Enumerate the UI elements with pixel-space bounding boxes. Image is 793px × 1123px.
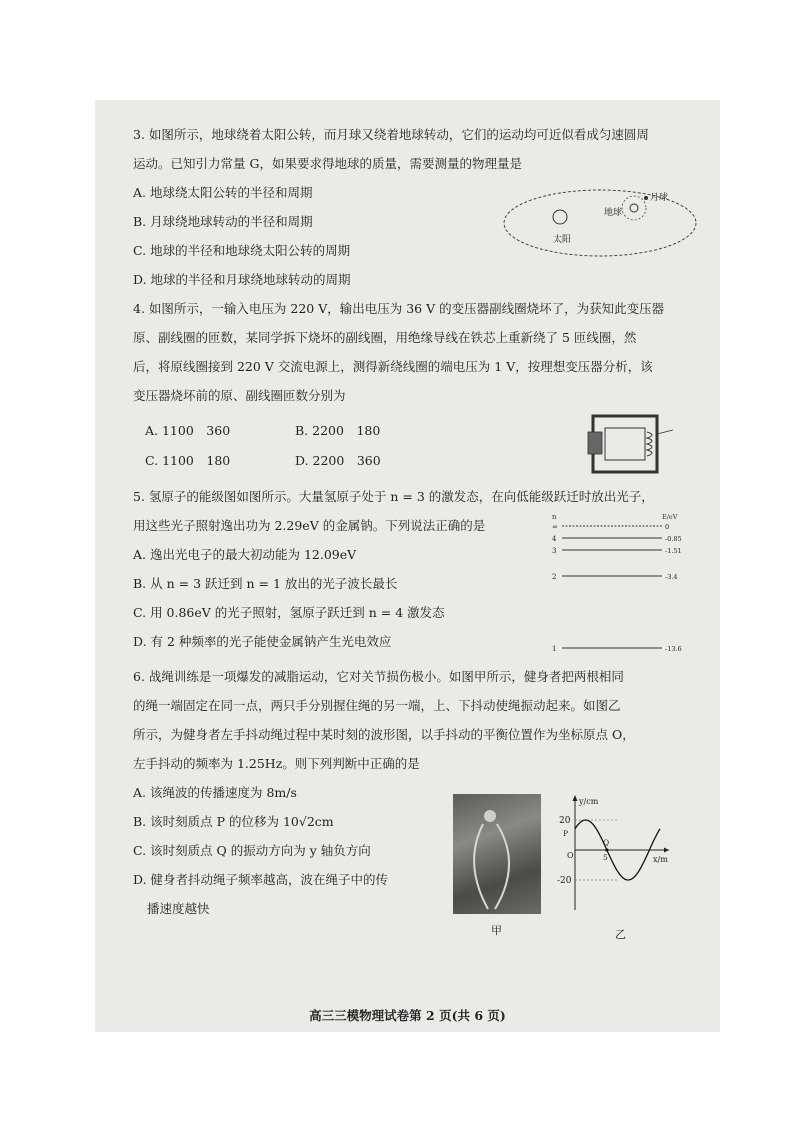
q3-stem-line-1: 3. 如图所示，地球绕着太阳公转，而月球又绕着地球转动，它们的运动均可近似看成匀速圆周 (133, 127, 649, 142)
earth-icon (630, 204, 638, 212)
q-label: Q (603, 838, 610, 847)
energy-level-value: -3.4 (665, 573, 678, 581)
q6-option-d: D. 健身者抖动绳子频率越高，波在绳子中的传 (133, 872, 389, 887)
q5-option-d: D. 有 2 种频率的光子能使金属钠产生光电效应 (133, 634, 392, 649)
q4-line-4: 变压器烧坏前的原、副线圈匝数分别为 (133, 388, 346, 403)
rope-right (495, 824, 509, 909)
q3-option-a: A. 地球绕太阳公转的半径和周期 (133, 185, 313, 200)
q4-option-a: A. 1100 360 (145, 423, 231, 438)
wave-graph (559, 792, 673, 920)
x-tick-label: 5 (603, 853, 608, 862)
p-label: P (563, 829, 569, 838)
page-footer: 高三三模物理试卷第 2 页(共 6 页) (309, 1008, 506, 1023)
moon-icon (644, 196, 648, 200)
q4-option-b: B. 2200 180 (295, 423, 381, 438)
energy-level-n: 2 (552, 573, 557, 581)
q5-line-2: 用这些光子照射逸出功为 2.29eV 的金属钠。下列说法正确的是 (133, 518, 486, 533)
moon-orbit (622, 196, 646, 220)
orbit-figure (500, 184, 700, 262)
q4-line-3: 后，将原线圈接到 220 V 交流电源上，测得新绕线圈的端电压为 1 V，按理想变压器分析，该 (133, 359, 653, 374)
q6-line-3: 所示，为健身者左手抖动绳过程中某时刻的波形图，以手抖动的平衡位置作为坐标原点 O， (133, 727, 635, 742)
q6-line-2: 的绳一端固定在同一点，两只手分别握住绳的另一端，上、下抖动使绳振动起来。如图乙 (133, 698, 621, 713)
q6-option-c: C. 该时刻质点 Q 的振动方向为 y 轴负方向 (133, 843, 371, 858)
q6-option-b: B. 该时刻质点 P 的位移为 10√2cm (133, 814, 334, 829)
y-axis-arrow (573, 795, 578, 801)
point-q (605, 848, 608, 851)
earth-label: 地球 (604, 208, 623, 218)
q6-option-a: A. 该绳波的传播速度为 8m/s (133, 785, 297, 800)
energy-level-value: -0.85 (665, 535, 682, 543)
question-4 (133, 294, 664, 410)
energy-level-n: ∞ (552, 523, 558, 531)
moon-label: 月球 (650, 193, 669, 203)
origin-label: O (567, 851, 574, 860)
y-axis-label: y/cm (579, 797, 599, 806)
y-min-label: -20 (557, 876, 572, 886)
primary-coil (588, 432, 602, 454)
q5-option-c: C. 用 0.86eV 的光子照射，氢原子跃迁到 n = 4 激发态 (133, 605, 445, 620)
energy-level-n: 4 (552, 535, 557, 543)
core-window (605, 428, 645, 460)
energy-unit-label: E/eV (662, 513, 678, 521)
energy-level-value: -1.51 (665, 547, 682, 555)
exam-page (95, 100, 720, 1032)
q6-line-1: 6. 战绳训练是一项爆发的减脂运动，它对关节损伤极小。如图甲所示，健身者把两根相同 (133, 669, 624, 684)
q4-option-d: D. 2200 360 (295, 453, 381, 468)
energy-n-header: n (552, 513, 557, 521)
q5-option-b: B. 从 n = 3 跃迁到 n = 1 放出的光子波长最长 (133, 576, 398, 591)
energy-level-n: 1 (552, 645, 557, 653)
figure-yi-label: 乙 (615, 928, 626, 941)
q5-option-a: A. 逸出光电子的最大初动能为 12.09eV (133, 547, 357, 562)
figure-jia-label: 甲 (491, 924, 502, 937)
sun-icon (553, 210, 567, 224)
y-max-label: 20 (559, 816, 571, 826)
q3-option-d: D. 地球的半径和月球绕地球转动的周期 (133, 272, 351, 287)
q4-option-c: C. 1100 180 (145, 453, 231, 468)
q6-line-4: 左手抖动的频率为 1.25Hz。则下列判断中正确的是 (133, 756, 420, 771)
q3-option-c: C. 地球的半径和地球绕太阳公转的周期 (133, 243, 351, 258)
energy-level-value: 0 (665, 523, 670, 531)
q3-option-b: B. 月球绕地球转动的半径和周期 (133, 214, 313, 229)
transformer-figure (583, 410, 675, 480)
battle-rope-photo (453, 794, 541, 914)
coil-lead (657, 430, 673, 434)
athlete-head (484, 810, 496, 822)
q3-stem-line-2: 运动。已知引力常量 G，如果要求得地球的质量，需要测量的物理量是 (133, 156, 522, 171)
secondary-coil (647, 432, 652, 456)
energy-level-n: 3 (552, 547, 557, 555)
q4-line-1: 4. 如图所示，一输入电压为 220 V，输出电压为 36 V 的变压器副线圈烧坏了，为获知此变压器 (133, 301, 665, 316)
rope-sketch (453, 794, 541, 914)
sun-label: 太阳 (553, 235, 572, 245)
q5-line-1: 5. 氢原子的能级图如图所示。大量氢原子处于 n = 3 的激发态，在向低能级跃迁时放出光子， (133, 489, 654, 504)
q6-option-d-cont: 播速度越快 (147, 901, 210, 916)
x-axis-label: x/m (653, 855, 668, 864)
rope-left (474, 824, 488, 909)
energy-level-value: -13.6 (665, 645, 682, 653)
energy-level-diagram (550, 512, 690, 662)
q4-line-2: 原、副线圈的匝数，某同学拆下烧坏的副线圈，用绝缘导线在铁芯上重新绕了 5 匝线圈，然 (133, 330, 637, 345)
x-axis-arrow (664, 848, 669, 853)
